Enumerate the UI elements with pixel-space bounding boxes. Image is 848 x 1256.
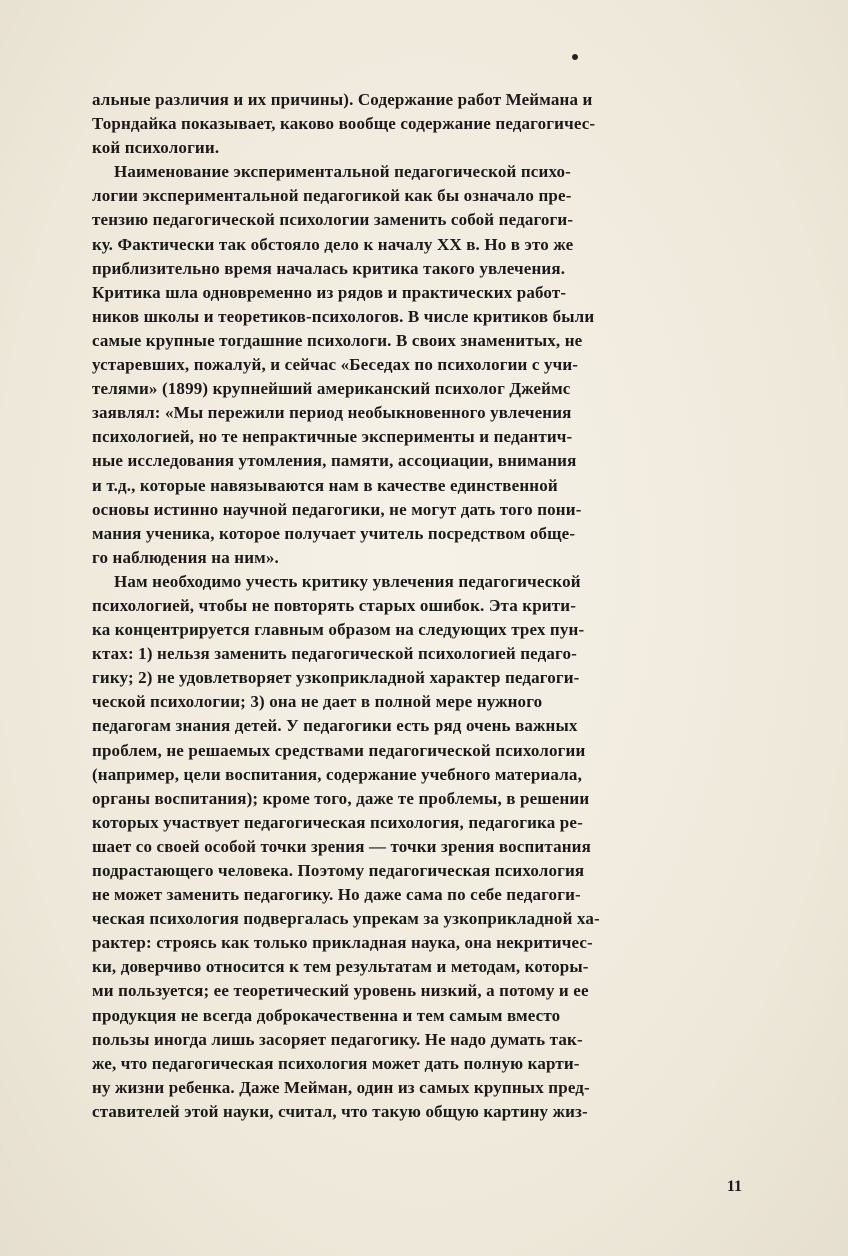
text-line: не может заменить педагогику. Но даже сама по себе педагоги-: [92, 885, 581, 905]
text-line: самые крупные тогдашние психологи. В своих знаменитых, не: [92, 330, 583, 350]
text-line: подрастающего человека. Поэтому педагогическая психология: [92, 861, 585, 880]
text-line: ников школы и теоретиков-психологов. В числе критиков были: [92, 306, 595, 326]
text-line: ну жизни ребенка. Даже Мейман, один из самых крупных пред-: [92, 1077, 590, 1097]
text-line: психологией, чтобы не повторять старых ошибок. Эта крити-: [92, 595, 577, 615]
text-line: тензию педагогической психологии заменить собой педагоги-: [92, 210, 574, 230]
text-line: кой психологии.: [92, 138, 220, 158]
text-line: и т.д., которые навязываются нам в качестве единственной: [92, 475, 558, 495]
page-number: 11: [726, 1178, 742, 1195]
text-line: ческая психология подвергалась упрекам за узкоприкладной ха-: [92, 909, 600, 929]
text-line: го наблюдения на ним».: [92, 547, 279, 567]
text-line: ные исследования утомления, памяти, ассоциации, внимания: [92, 451, 577, 471]
text-line: Наименование экспериментальной педагогической психо-: [114, 162, 571, 182]
text-line: Нам необходимо учесть критику увлечения педагогической: [114, 571, 581, 591]
text-line: устаревших, пожалуй, и сейчас «Беседах по психологии с учи-: [92, 355, 579, 375]
text-line: педагогам знания детей. У педагогики есть ряд очень важных: [92, 716, 578, 736]
text-line: ку. Фактически так обстояло дело к началу XX в. Но в это же: [92, 234, 574, 254]
text-line: Торндайка показывает, каково вообще содержание педагогичес-: [92, 114, 596, 134]
text-line: продукция не всегда доброкачественна и тем самым вместо: [92, 1005, 561, 1025]
text-line: ки, доверчиво относится к тем результатам и методам, которы-: [92, 957, 589, 977]
text-line: которых участвует педагогическая психология, педагогика ре-: [92, 812, 583, 832]
text-line: же, что педагогическая психология может дать полную карти-: [92, 1053, 580, 1073]
text-line: шает со своей особой точки зрения — точки зрения воспитания: [92, 836, 591, 856]
text-line: (например, цели воспитания, содержание учебного материала,: [92, 764, 582, 784]
text-line: ктах: 1) нельзя заменить педагогической психологией педаго-: [92, 644, 577, 664]
text-line: проблем, не решаемых средствами педагогической психологии: [92, 740, 586, 760]
ink-dot: [572, 54, 578, 60]
text-line: Критика шла одновременно из рядов и практических работ-: [92, 282, 567, 302]
text-line: ставителей этой науки, считал, что такую общую картину жиз-: [92, 1101, 588, 1121]
text-line: заявлял: «Мы пережили период необыкновенного увлечения: [92, 403, 572, 423]
text-line: органы воспитания); кроме того, даже те проблемы, в решении: [92, 788, 590, 808]
text-line: пользы иногда лишь засоряет педагогику. Не надо думать так-: [92, 1029, 583, 1049]
text-line: телями» (1899) крупнейший американский психолог Джеймс: [92, 379, 571, 399]
text-line: мания ученика, которое получает учитель посредством обще-: [92, 523, 576, 543]
text-line: ка концентрируется главным образом на следующих трех пун-: [92, 620, 585, 640]
text-line: логии экспериментальной педагогикой как бы означало пре-: [92, 186, 572, 206]
text-line: альные различия и их причины). Содержание работ Меймана и: [92, 90, 593, 109]
text-line: гику; 2) не удовлетворяет узкоприкладной характер педагоги-: [92, 668, 580, 688]
text-line: приблизительно время началась критика такого увлечения.: [92, 258, 566, 278]
text-line: рактер: строясь как только прикладная наука, она некритичес-: [92, 933, 593, 953]
text-line: ческой психологии; 3) она не дает в полной мере нужного: [92, 692, 543, 712]
text-line: ми пользуется; ее теоретический уровень низкий, а потому и ее: [92, 981, 589, 1001]
text-line: основы истинно научной педагогики, не могут дать того пони-: [92, 499, 582, 519]
body-text: [92, 88, 748, 1124]
text-line: психологией, но те непрактичные эксперименты и педантич-: [92, 427, 573, 447]
